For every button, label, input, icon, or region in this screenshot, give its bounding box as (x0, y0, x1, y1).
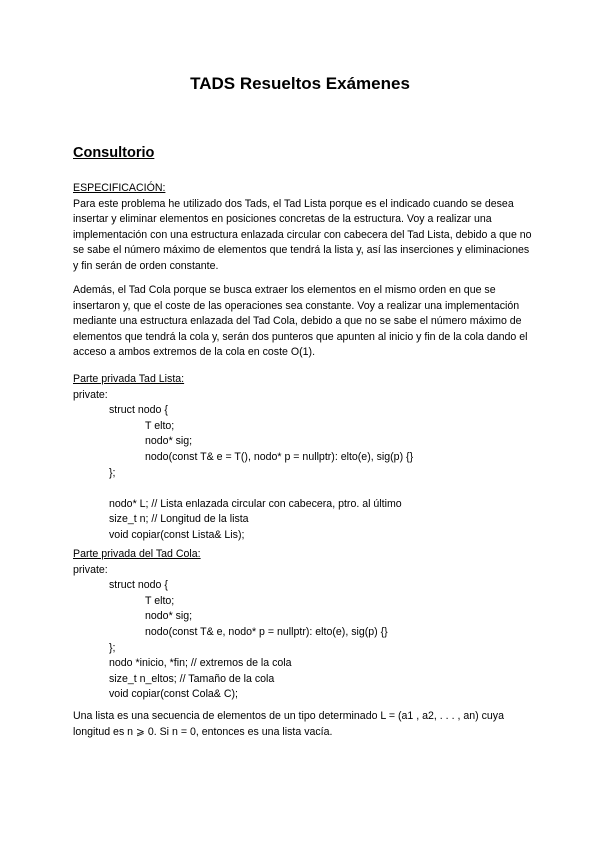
cola-private-heading: Parte privada del Tad Cola: (73, 548, 201, 560)
code-line: void copiar(const Lista& Lis); (109, 528, 245, 541)
code-line: struct nodo { (109, 579, 168, 592)
document-title: TADS Resueltos Exámenes (190, 74, 410, 93)
definition-block (73, 709, 533, 740)
paragraph-definition: Una lista es una secuencia de elementos de un tipo determinado L = (a1 , a2, . . . , an) cuya longitud es n ⩾ 0. Si n = 0, entonces es una lista vacía. (73, 710, 504, 738)
cola-private-block (73, 547, 533, 703)
code-line: private: (73, 388, 108, 401)
paragraph-cola-block (73, 283, 533, 361)
code-line: nodo(const T& e = T(), nodo* p = nullptr): elto(e), sig(p) {} (145, 450, 414, 463)
specification-block (73, 181, 533, 275)
code-line: }; (109, 641, 116, 654)
code-line: struct nodo { (109, 404, 168, 417)
code-line: private: (73, 563, 108, 576)
paragraph-lista: Para este problema he utilizado dos Tads, el Tad Lista porque es el indicado cuando se desea insertar y eliminar elementos en posiciones concretas de la estructura. Voy a realizar una implementación con una estructura enlazada circular con cabecera del Tad Lista, debido a que no se sabe el número máximo de elementos que tendrá la lista y, así las inserciones y eliminaciones y fin serán de orden constante. (73, 197, 532, 272)
code-line: nodo* sig; (145, 610, 193, 623)
code-line: nodo *inicio, *fin; // extremos de la cola (109, 657, 292, 670)
code-line: nodo* sig; (145, 435, 193, 448)
code-line: T elto; (145, 594, 175, 607)
code-line-blank (73, 481, 533, 497)
lista-private-block (73, 372, 533, 544)
code-line: T elto; (145, 419, 175, 432)
code-line: }; (109, 466, 116, 479)
section-heading: Consultorio (73, 145, 155, 161)
code-line: nodo* L; // Lista enlazada circular con cabecera, ptro. al último (109, 497, 402, 510)
code-line: size_t n_eltos; // Tamaño de la cola (109, 672, 275, 685)
lista-private-heading: Parte privada Tad Lista: (73, 373, 185, 385)
code-line: size_t n; // Longitud de la lista (109, 513, 249, 526)
paragraph-cola: Además, el Tad Cola porque se busca extraer los elementos en el mismo orden en que se insertaron y, que el coste de las operaciones sea constante. Voy a realizar una implementación mediante una estructura enlazada del Tad Cola, debido a que no se sabe el número máximo de elementos que tendrá la cola y, serán dos punteros que apunten al inicio y fin de la cola dando el acceso a ambos extremos de la cola en coste O(1). (73, 284, 528, 359)
code-line: nodo(const T& e, nodo* p = nullptr): elto(e), sig(p) {} (145, 625, 388, 638)
specification-heading: ESPECIFICACIÓN: (73, 182, 166, 194)
code-line: void copiar(const Cola& C); (109, 688, 238, 701)
